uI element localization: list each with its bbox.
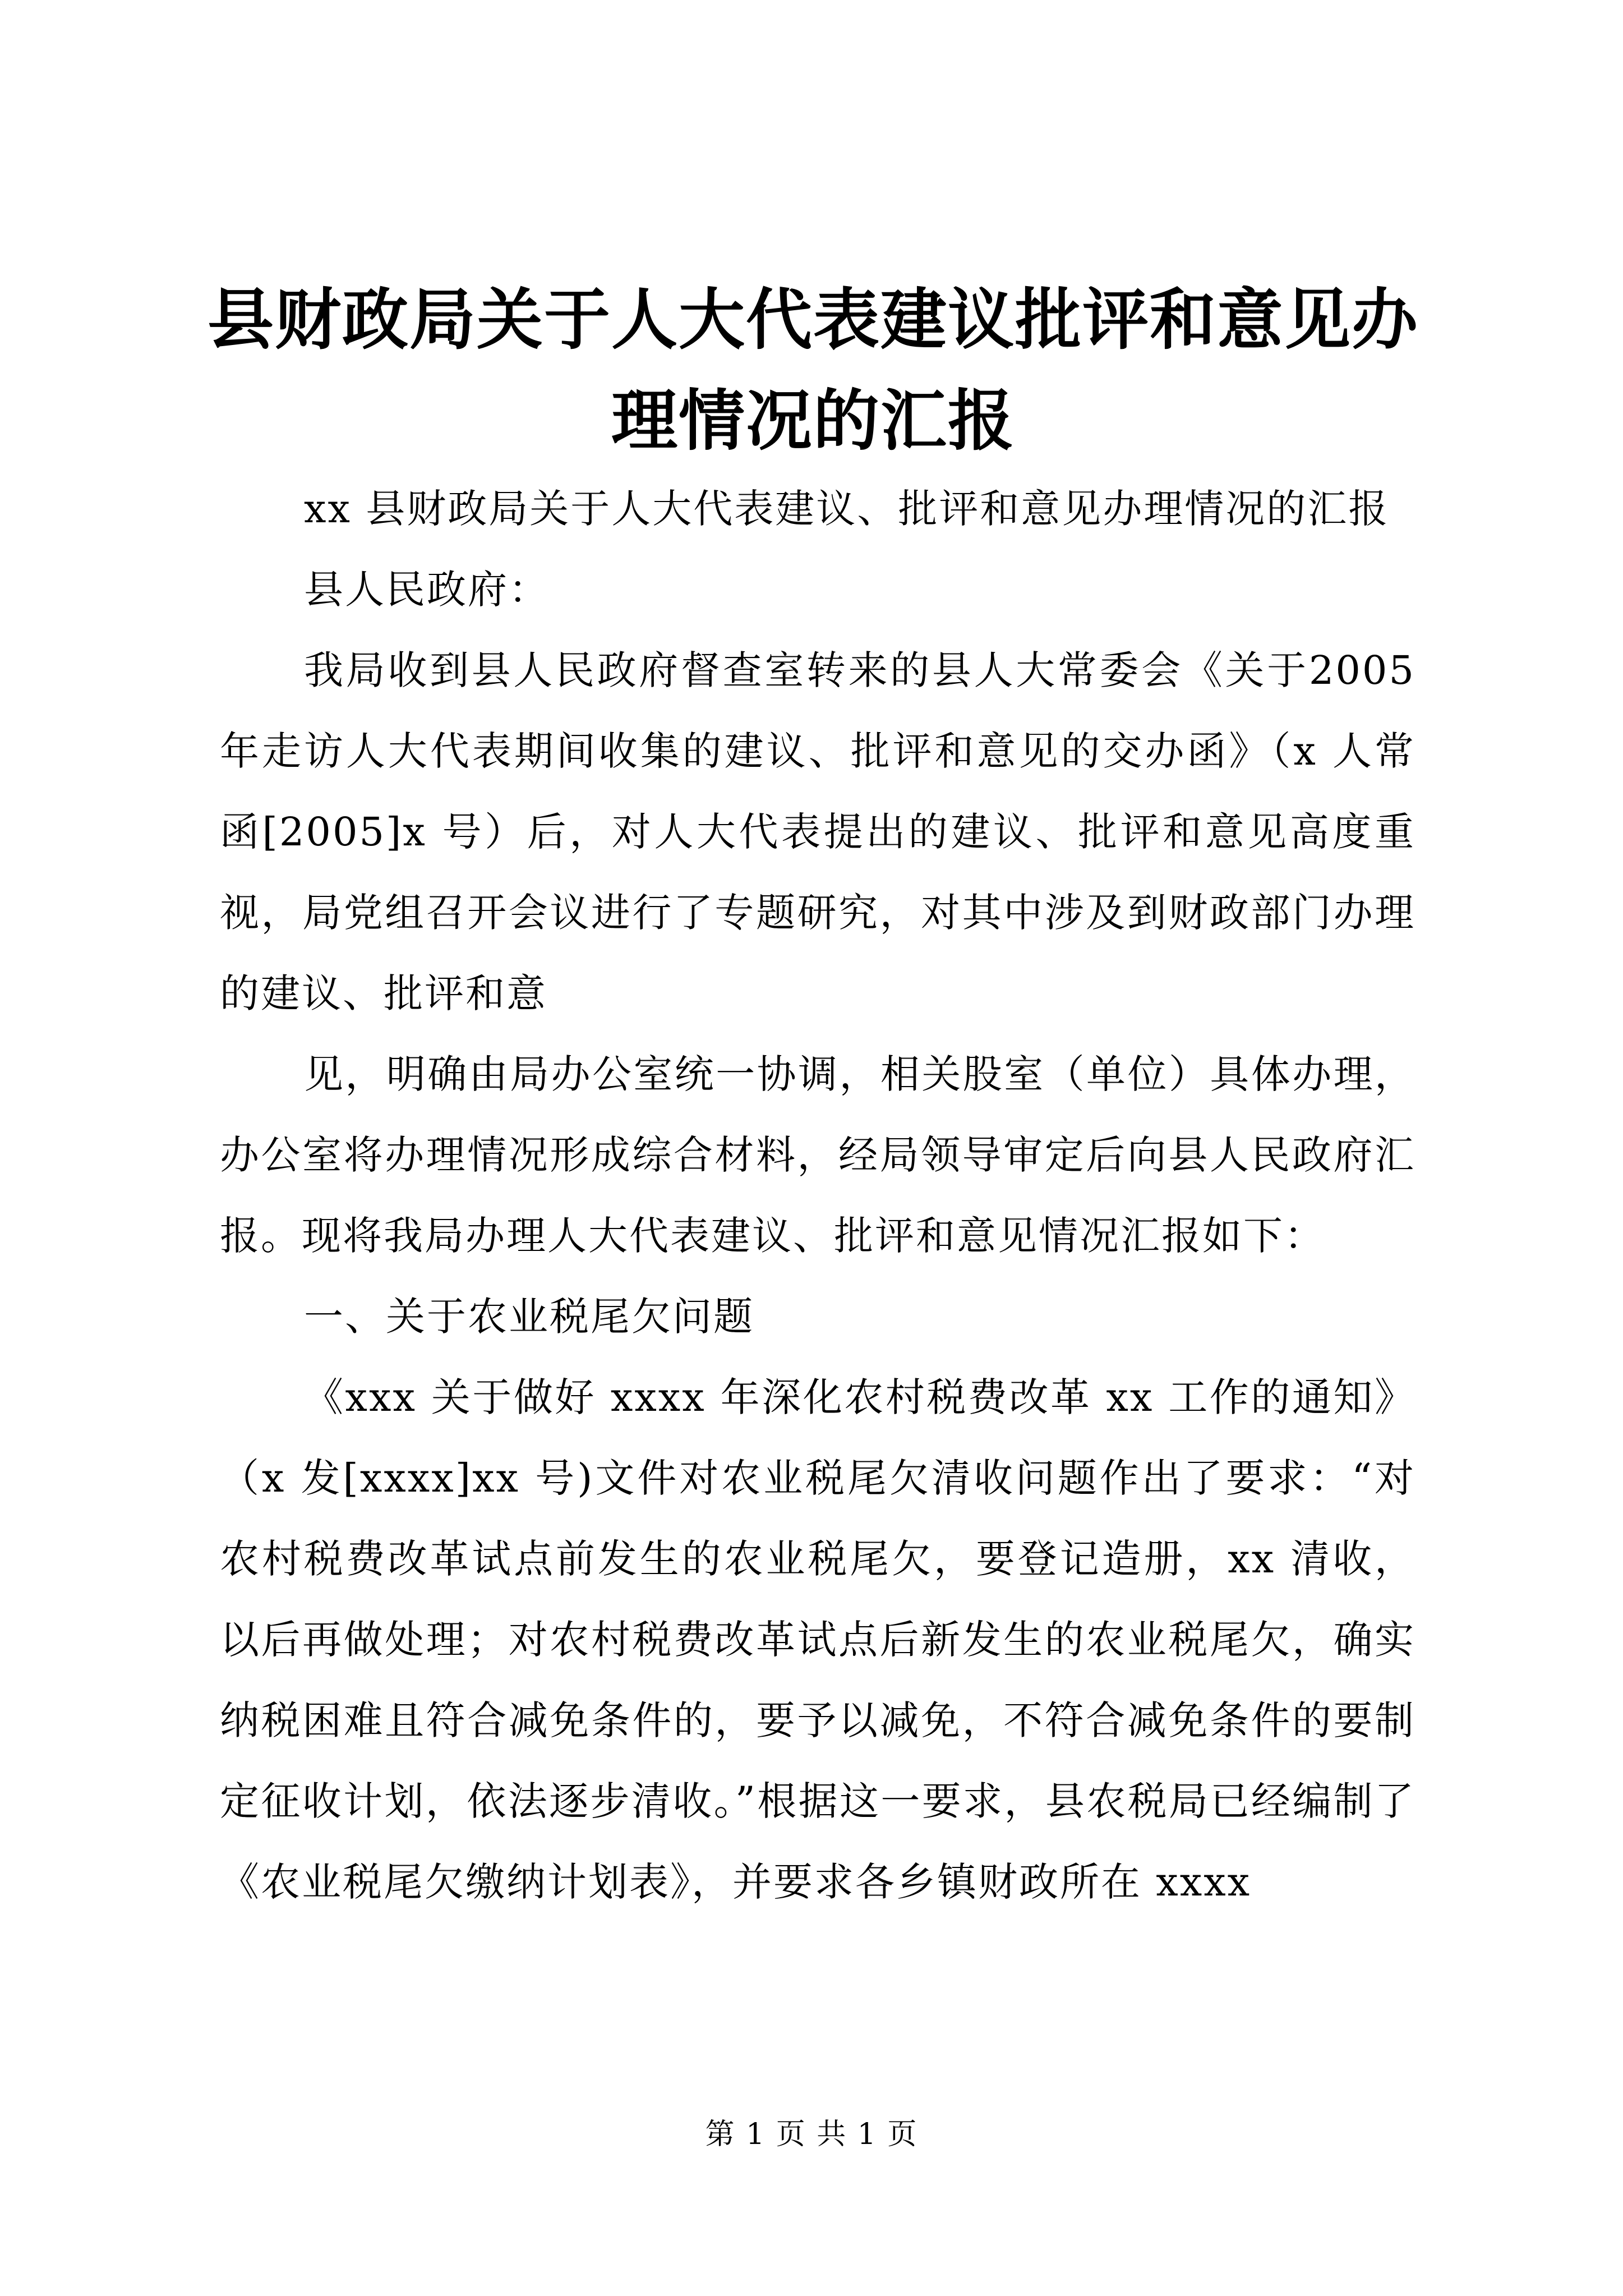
paragraph-intro: 我局收到县人民政府督查室转来的县人大常委会《关于2005年走访人大代表期间收集的建议、批评和意见的交办函》（x 人常函[2005]x 号）后，对人大代表提出的建议、批评和意见高度重视，局党组召开会议进行了专题研究，对其中涉及到财政部门办理的建议、批评和意 <box>220 647 1415 1016</box>
paragraph-heading-repeat: xx 县财政局关于人大代表建议、批评和意见办理情况的汇报 <box>304 486 1390 532</box>
paragraph-coordination: 见，明确由局办公室统一协调，相关股室（单位）具体办理，办公室将办理情况形成综合材料，经局领导审定后向县人民政府汇报。现将我局办理人大代表建议、批评和意见情况汇报如下： <box>220 1051 1415 1259</box>
paragraph-section-1: 《xxx 关于做好 xxxx 年深化农村税费改革 xx 工作的通知》（x 发[xxxx]xx 号)文件对农业税尾欠清收问题作出了要求：“对农村税费改革试点前发生的农业税尾欠，要登记造册，xx 清收，以后再做处理；对农村税费改革试点后新发生的农业税尾欠，确实纳税困难且符合减免条件的，要予以减免，不符合减免条件的要制定征收计划，依法逐步清收。”根据这一要求，县农税局已经编制了《农业税尾欠缴纳计划表》，并要求各乡镇财政所在 xxxx <box>220 1374 1415 1905</box>
document-title: 县财政局关于人大代表建议批评和意见办理情况的汇报 <box>207 280 1419 459</box>
page-footer: 第 1 页 共 1 页 <box>705 2118 918 2151</box>
section-heading-1: 一、关于农业税尾欠问题 <box>304 1294 754 1340</box>
paragraph-salutation: 县人民政府： <box>304 567 550 613</box>
document-body <box>220 468 1415 1922</box>
